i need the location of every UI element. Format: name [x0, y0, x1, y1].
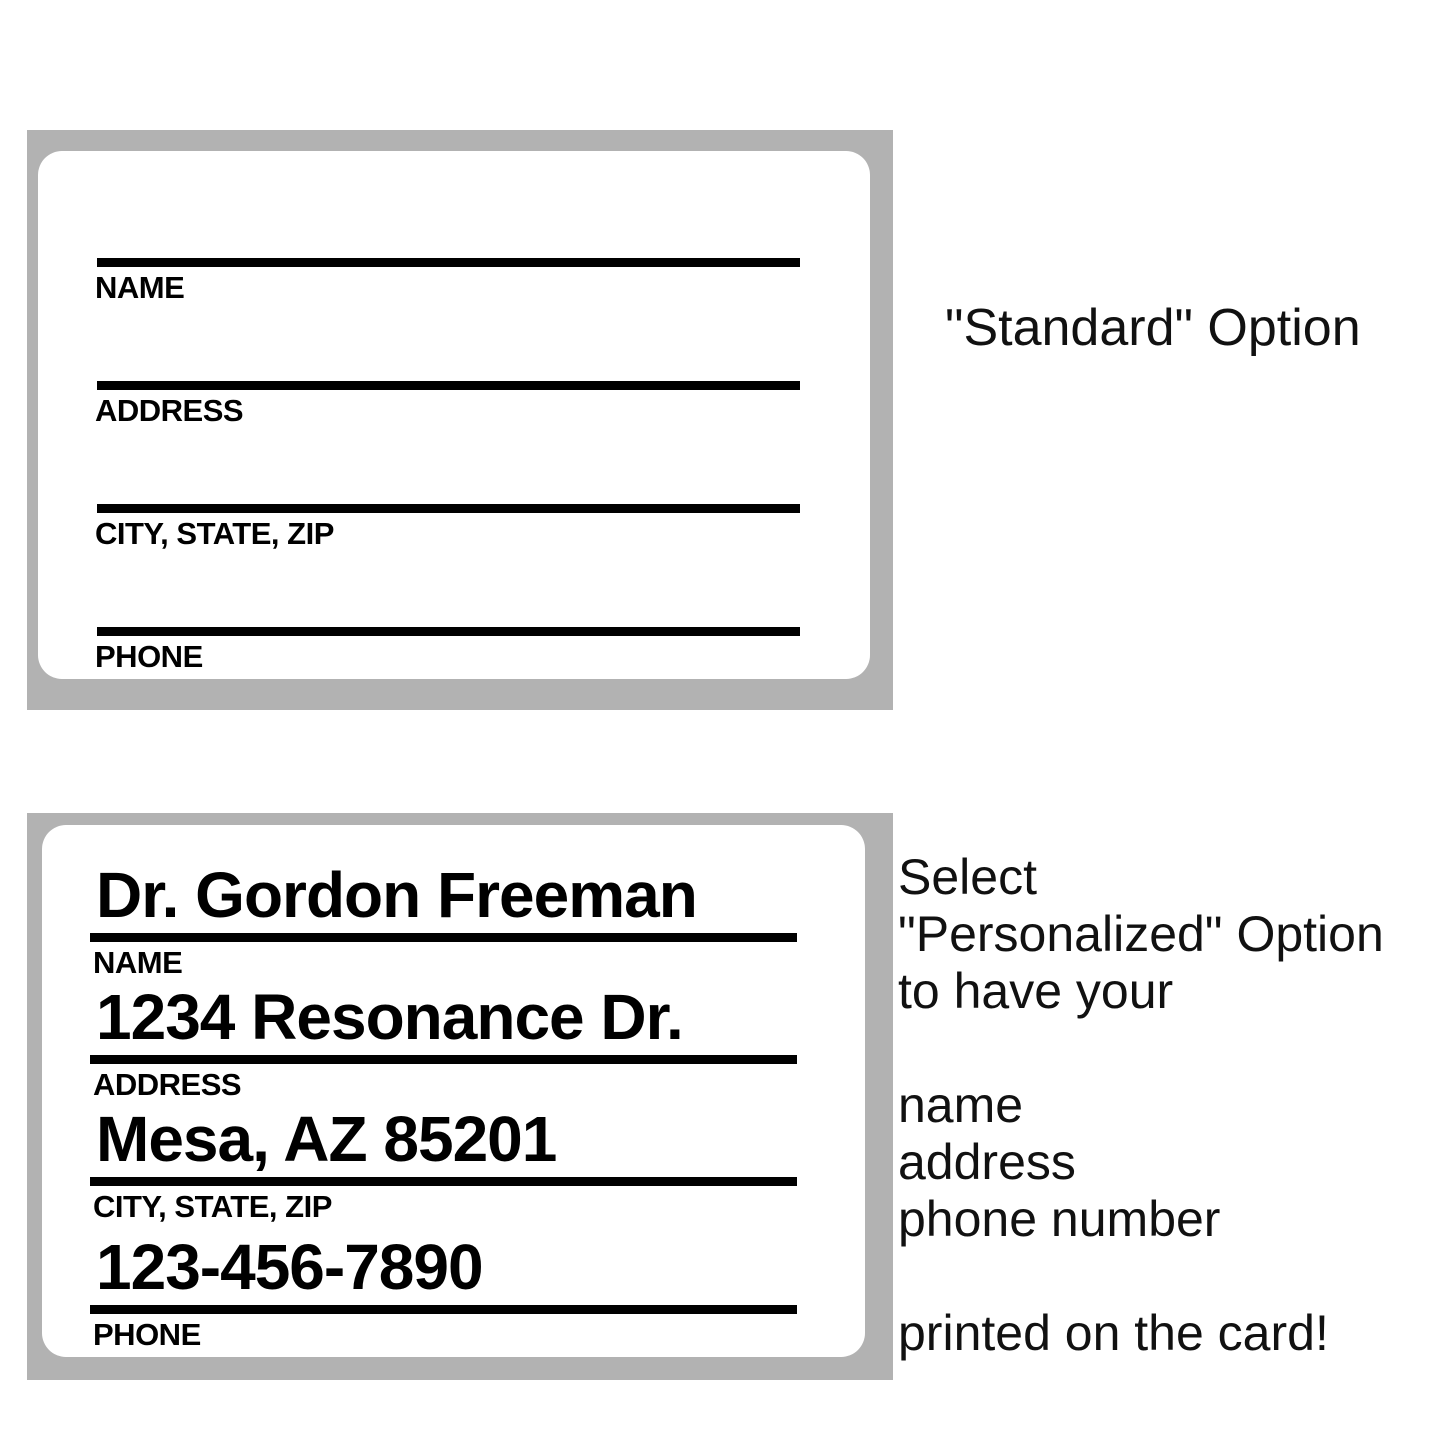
name-field-line — [97, 258, 800, 267]
address-field-label: ADDRESS — [95, 393, 244, 428]
phone-field-line — [97, 627, 800, 636]
caption-line-blank — [898, 1248, 1384, 1305]
personalized-card-face — [42, 825, 865, 1357]
caption-line: printed on the card! — [898, 1305, 1329, 1361]
city-state-zip-field-label: CITY, STATE, ZIP — [93, 1189, 332, 1224]
address-value: 1234 Resonance Dr. — [96, 981, 683, 1053]
caption-line: to have your — [898, 963, 1174, 1019]
address-field-label: ADDRESS — [93, 1067, 242, 1102]
caption-line: phone number — [898, 1191, 1221, 1247]
caption-line-blank — [898, 1020, 1384, 1077]
caption-line: "Personalized" Option — [898, 906, 1384, 962]
address-field-line — [90, 1055, 797, 1064]
phone-value: 123-456-7890 — [96, 1231, 483, 1303]
caption-line: name — [898, 1077, 1024, 1133]
city-state-zip-field-line — [90, 1177, 797, 1186]
standard-option-caption: "Standard" Option — [945, 299, 1361, 357]
city-state-zip-field-label: CITY, STATE, ZIP — [95, 516, 334, 551]
name-field-label: NAME — [95, 270, 185, 305]
phone-field-label: PHONE — [93, 1317, 201, 1352]
city-state-zip-field-line — [97, 504, 800, 513]
standard-card — [27, 130, 893, 710]
phone-field-label: PHONE — [95, 639, 203, 674]
address-field-line — [97, 381, 800, 390]
name-value: Dr. Gordon Freeman — [96, 859, 697, 931]
caption-line: address — [898, 1134, 1076, 1190]
personalized-option-caption — [898, 849, 1384, 1362]
name-field-line — [90, 933, 797, 942]
phone-field-line — [90, 1305, 797, 1314]
standard-card-face — [38, 151, 870, 679]
caption-line: Select — [898, 849, 1037, 905]
city-state-zip-value: Mesa, AZ 85201 — [96, 1103, 557, 1175]
name-field-label: NAME — [93, 945, 183, 980]
personalized-card — [27, 813, 893, 1380]
